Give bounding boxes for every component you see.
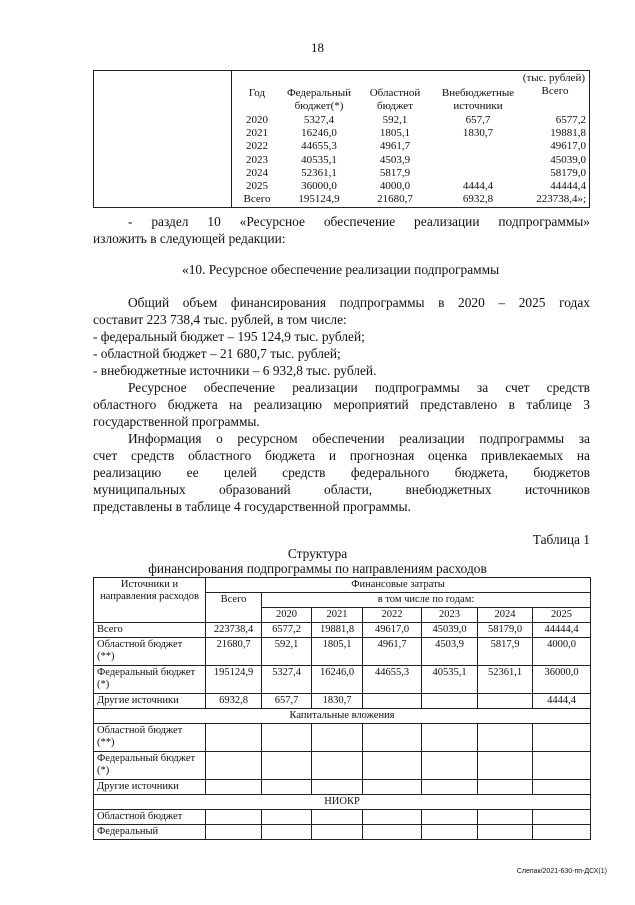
p2-line3: государственной программы. <box>93 414 260 429</box>
body-line1: - раздел 10 «Ресурсное обеспечение реализации подпрограммы» <box>128 214 590 229</box>
row-value: 58179,0 <box>478 623 533 638</box>
empty-cell <box>533 825 591 840</box>
bullet-extrabudget: - внебюджетные источники – 6 932,8 тыс. рублей. <box>93 363 377 378</box>
empty-cell <box>478 724 533 752</box>
empty-cell <box>312 810 363 825</box>
empty-cell <box>533 810 591 825</box>
table-row <box>94 623 591 638</box>
row-value: 36000,0 <box>533 666 591 694</box>
header-year-2022: 2022 <box>363 608 422 623</box>
row-total: 21680,7 <box>206 638 262 666</box>
header-year-2020: 2020 <box>262 608 312 623</box>
row-value: 1805,1 <box>312 638 363 666</box>
table-divider <box>231 71 232 207</box>
p2-line2: областного бюджета на реализацию мероприятий представлено в таблице 3 <box>93 397 590 412</box>
footer-code: Слепак/2021-630-пп-ДСХ(1) <box>516 868 607 875</box>
empty-cell <box>206 724 262 752</box>
header-ext-2: источники <box>453 100 503 112</box>
summary-cell-total: 49617,0 <box>550 140 586 153</box>
summary-cell-year: 2025 <box>246 180 268 192</box>
empty-cell <box>206 810 262 825</box>
row-value: 44655,3 <box>363 666 422 694</box>
summary-cell-fed: 195124,9 <box>298 193 340 206</box>
summary-cell-fed: 52361,1 <box>301 166 337 179</box>
table-row <box>94 752 591 780</box>
row-value: 44444,4 <box>533 623 591 638</box>
summary-cell-year: 2020 <box>246 114 268 126</box>
row-value: 49617,0 <box>363 623 422 638</box>
empty-cell <box>533 752 591 780</box>
row-value <box>422 694 478 709</box>
table-label: Таблица 1 <box>532 532 590 547</box>
unit-label: (тыс. рублей) <box>522 72 585 84</box>
header-total: Всего <box>206 593 262 623</box>
summary-cell-total: 44444,4 <box>550 180 586 192</box>
row-value: 657,7 <box>262 694 312 709</box>
empty-cell <box>312 780 363 795</box>
empty-cell <box>422 752 478 780</box>
empty-cell <box>422 810 478 825</box>
summary-cell-fed: 40535,1 <box>301 153 337 166</box>
table-row <box>94 780 591 795</box>
summary-cell-fed: 36000,0 <box>301 180 337 192</box>
header-financial-costs: Финансовые затраты <box>206 578 591 593</box>
empty-cell <box>533 724 591 752</box>
empty-cell <box>262 780 312 795</box>
row-value: 6577,2 <box>262 623 312 638</box>
summary-cell-ext: 4444,4 <box>462 180 494 192</box>
row-value <box>363 694 422 709</box>
bullet-federal: - федеральный бюджет – 195 124,9 тыс. рублей; <box>93 329 365 344</box>
row-value <box>478 694 533 709</box>
empty-cell <box>206 825 262 840</box>
table-title-1: Структура <box>287 546 348 561</box>
row-label: Федеральный бюджет (*) <box>94 752 206 780</box>
summary-cell-ext: 657,7 <box>465 114 491 126</box>
empty-cell <box>422 825 478 840</box>
row-total: 195124,9 <box>206 666 262 694</box>
row-value: 5817,9 <box>478 638 533 666</box>
empty-cell <box>206 752 262 780</box>
row-label: Областной бюджет (**) <box>94 724 206 752</box>
row-total: 223738,4 <box>206 623 262 638</box>
row-value: 52361,1 <box>478 666 533 694</box>
table-row <box>94 694 591 709</box>
row-value: 4000,0 <box>533 638 591 666</box>
summary-cell-total: 45039,0 <box>550 153 586 166</box>
summary-cell-total: 6577,2 <box>555 114 586 126</box>
summary-cell-ext: 6932,8 <box>462 193 494 206</box>
section-niokr: НИОКР <box>94 795 591 810</box>
header-ext-1: Внебюджетные <box>441 87 515 99</box>
row-label: Другие источники <box>94 694 206 709</box>
empty-cell <box>363 810 422 825</box>
empty-cell <box>262 810 312 825</box>
p3-line3: реализацию ее целей средств федерального бюджета, бюджетов <box>93 465 590 480</box>
p3-line5: представлены в таблице 4 государственной программы. <box>93 499 411 514</box>
section-capital-investments: Капитальные вложения <box>94 709 591 724</box>
summary-cell-year: 2023 <box>246 153 268 166</box>
row-value: 4503,9 <box>422 638 478 666</box>
header-year-2024: 2024 <box>478 608 533 623</box>
summary-cell-fed: 16246,0 <box>301 127 337 140</box>
empty-cell <box>422 780 478 795</box>
row-value: 19881,8 <box>312 623 363 638</box>
header-total: Всего <box>541 85 569 97</box>
funding-summary-table <box>93 70 590 208</box>
row-value: 1830,7 <box>312 694 363 709</box>
table-row <box>94 638 591 666</box>
empty-cell <box>478 825 533 840</box>
empty-cell <box>478 780 533 795</box>
p1-line2: составит 223 738,4 тыс. рублей, в том числе: <box>93 312 347 327</box>
p2-line1: Ресурсное обеспечение реализации подпрограммы за счет средств <box>128 380 590 395</box>
summary-cell-year: Всего <box>243 193 271 206</box>
summary-cell-reg: 4503,9 <box>379 153 411 166</box>
summary-cell-total: 223738,4»; <box>536 193 586 206</box>
row-value: 40535,1 <box>422 666 478 694</box>
row-label: Другие источники <box>94 780 206 795</box>
empty-cell <box>478 752 533 780</box>
summary-cell-reg: 1805,1 <box>379 127 411 140</box>
table-row <box>94 724 591 752</box>
p3-line4: муниципальных образований области, внебюджетных источников <box>93 482 590 497</box>
bullet-regional: - областной бюджет – 21 680,7 тыс. рублей; <box>93 346 341 361</box>
table-row <box>94 810 591 825</box>
header-fed-1: Федеральный <box>286 87 352 99</box>
summary-cell-total: 58179,0 <box>550 166 586 179</box>
summary-cell-year: 2021 <box>246 127 268 140</box>
row-label: Федеральный бюджет (*) <box>94 666 206 694</box>
p1-line1: Общий объем финансирования подпрограммы в 2020 – 2025 годах <box>128 295 590 310</box>
summary-cell-fed: 44655,3 <box>301 140 337 153</box>
p3-line1: Информация о ресурсном обеспечении реализации подпрограммы за <box>128 431 590 446</box>
header-by-years: в том числе по годам: <box>262 593 591 608</box>
row-value: 16246,0 <box>312 666 363 694</box>
row-label: Областной бюджет (**) <box>94 638 206 666</box>
empty-cell <box>262 724 312 752</box>
summary-cell-reg: 4000,0 <box>379 180 411 192</box>
header-year: Год <box>248 87 266 99</box>
empty-cell <box>363 825 422 840</box>
row-label: Областной бюджет <box>94 810 206 825</box>
table-title-2: финансирования подпрограммы по направлениям расходов <box>148 561 487 576</box>
row-label: Федеральный <box>94 825 206 840</box>
page-number: 18 <box>311 40 324 55</box>
table-row <box>94 666 591 694</box>
summary-cell-year: 2022 <box>246 140 268 153</box>
empty-cell <box>363 752 422 780</box>
summary-cell-reg: 5817,9 <box>379 166 411 179</box>
header-reg-1: Областной <box>369 87 421 99</box>
empty-cell <box>478 810 533 825</box>
row-value: 4961,7 <box>363 638 422 666</box>
summary-cell-reg: 592,1 <box>382 114 408 126</box>
section-title: «10. Ресурсное обеспечение реализации подпрограммы <box>182 262 500 277</box>
header-sources: Источники и направления расходов <box>94 578 206 623</box>
summary-cell-reg: 21680,7 <box>377 193 413 206</box>
empty-cell <box>312 825 363 840</box>
row-total: 6932,8 <box>206 694 262 709</box>
row-value: 45039,0 <box>422 623 478 638</box>
financing-structure-table <box>93 577 591 840</box>
empty-cell <box>312 724 363 752</box>
row-value: 4444,4 <box>533 694 591 709</box>
empty-cell <box>262 825 312 840</box>
header-year-2021: 2021 <box>312 608 363 623</box>
summary-cell-year: 2024 <box>246 166 268 179</box>
empty-cell <box>422 724 478 752</box>
row-value: 5327,4 <box>262 666 312 694</box>
empty-cell <box>312 752 363 780</box>
empty-cell <box>262 752 312 780</box>
p3-line2: счет средств областного бюджета и прогнозная оценка привлекаемых на <box>93 448 590 463</box>
header-reg-2: бюджет <box>377 100 413 112</box>
summary-cell-ext: 1830,7 <box>462 127 494 140</box>
body-line2: изложить в следующей редакции: <box>93 231 286 246</box>
summary-cell-fed: 5327,4 <box>303 114 335 126</box>
summary-cell-total: 19881,8 <box>550 127 586 140</box>
header-year-2023: 2023 <box>422 608 478 623</box>
row-label: Всего <box>94 623 206 638</box>
header-year-2025: 2025 <box>533 608 591 623</box>
row-value: 592,1 <box>262 638 312 666</box>
header-fed-2: бюджет(*) <box>294 100 344 112</box>
empty-cell <box>363 780 422 795</box>
empty-cell <box>363 724 422 752</box>
table-row <box>94 825 591 840</box>
empty-cell <box>533 780 591 795</box>
empty-cell <box>206 780 262 795</box>
summary-cell-reg: 4961,7 <box>379 140 411 153</box>
